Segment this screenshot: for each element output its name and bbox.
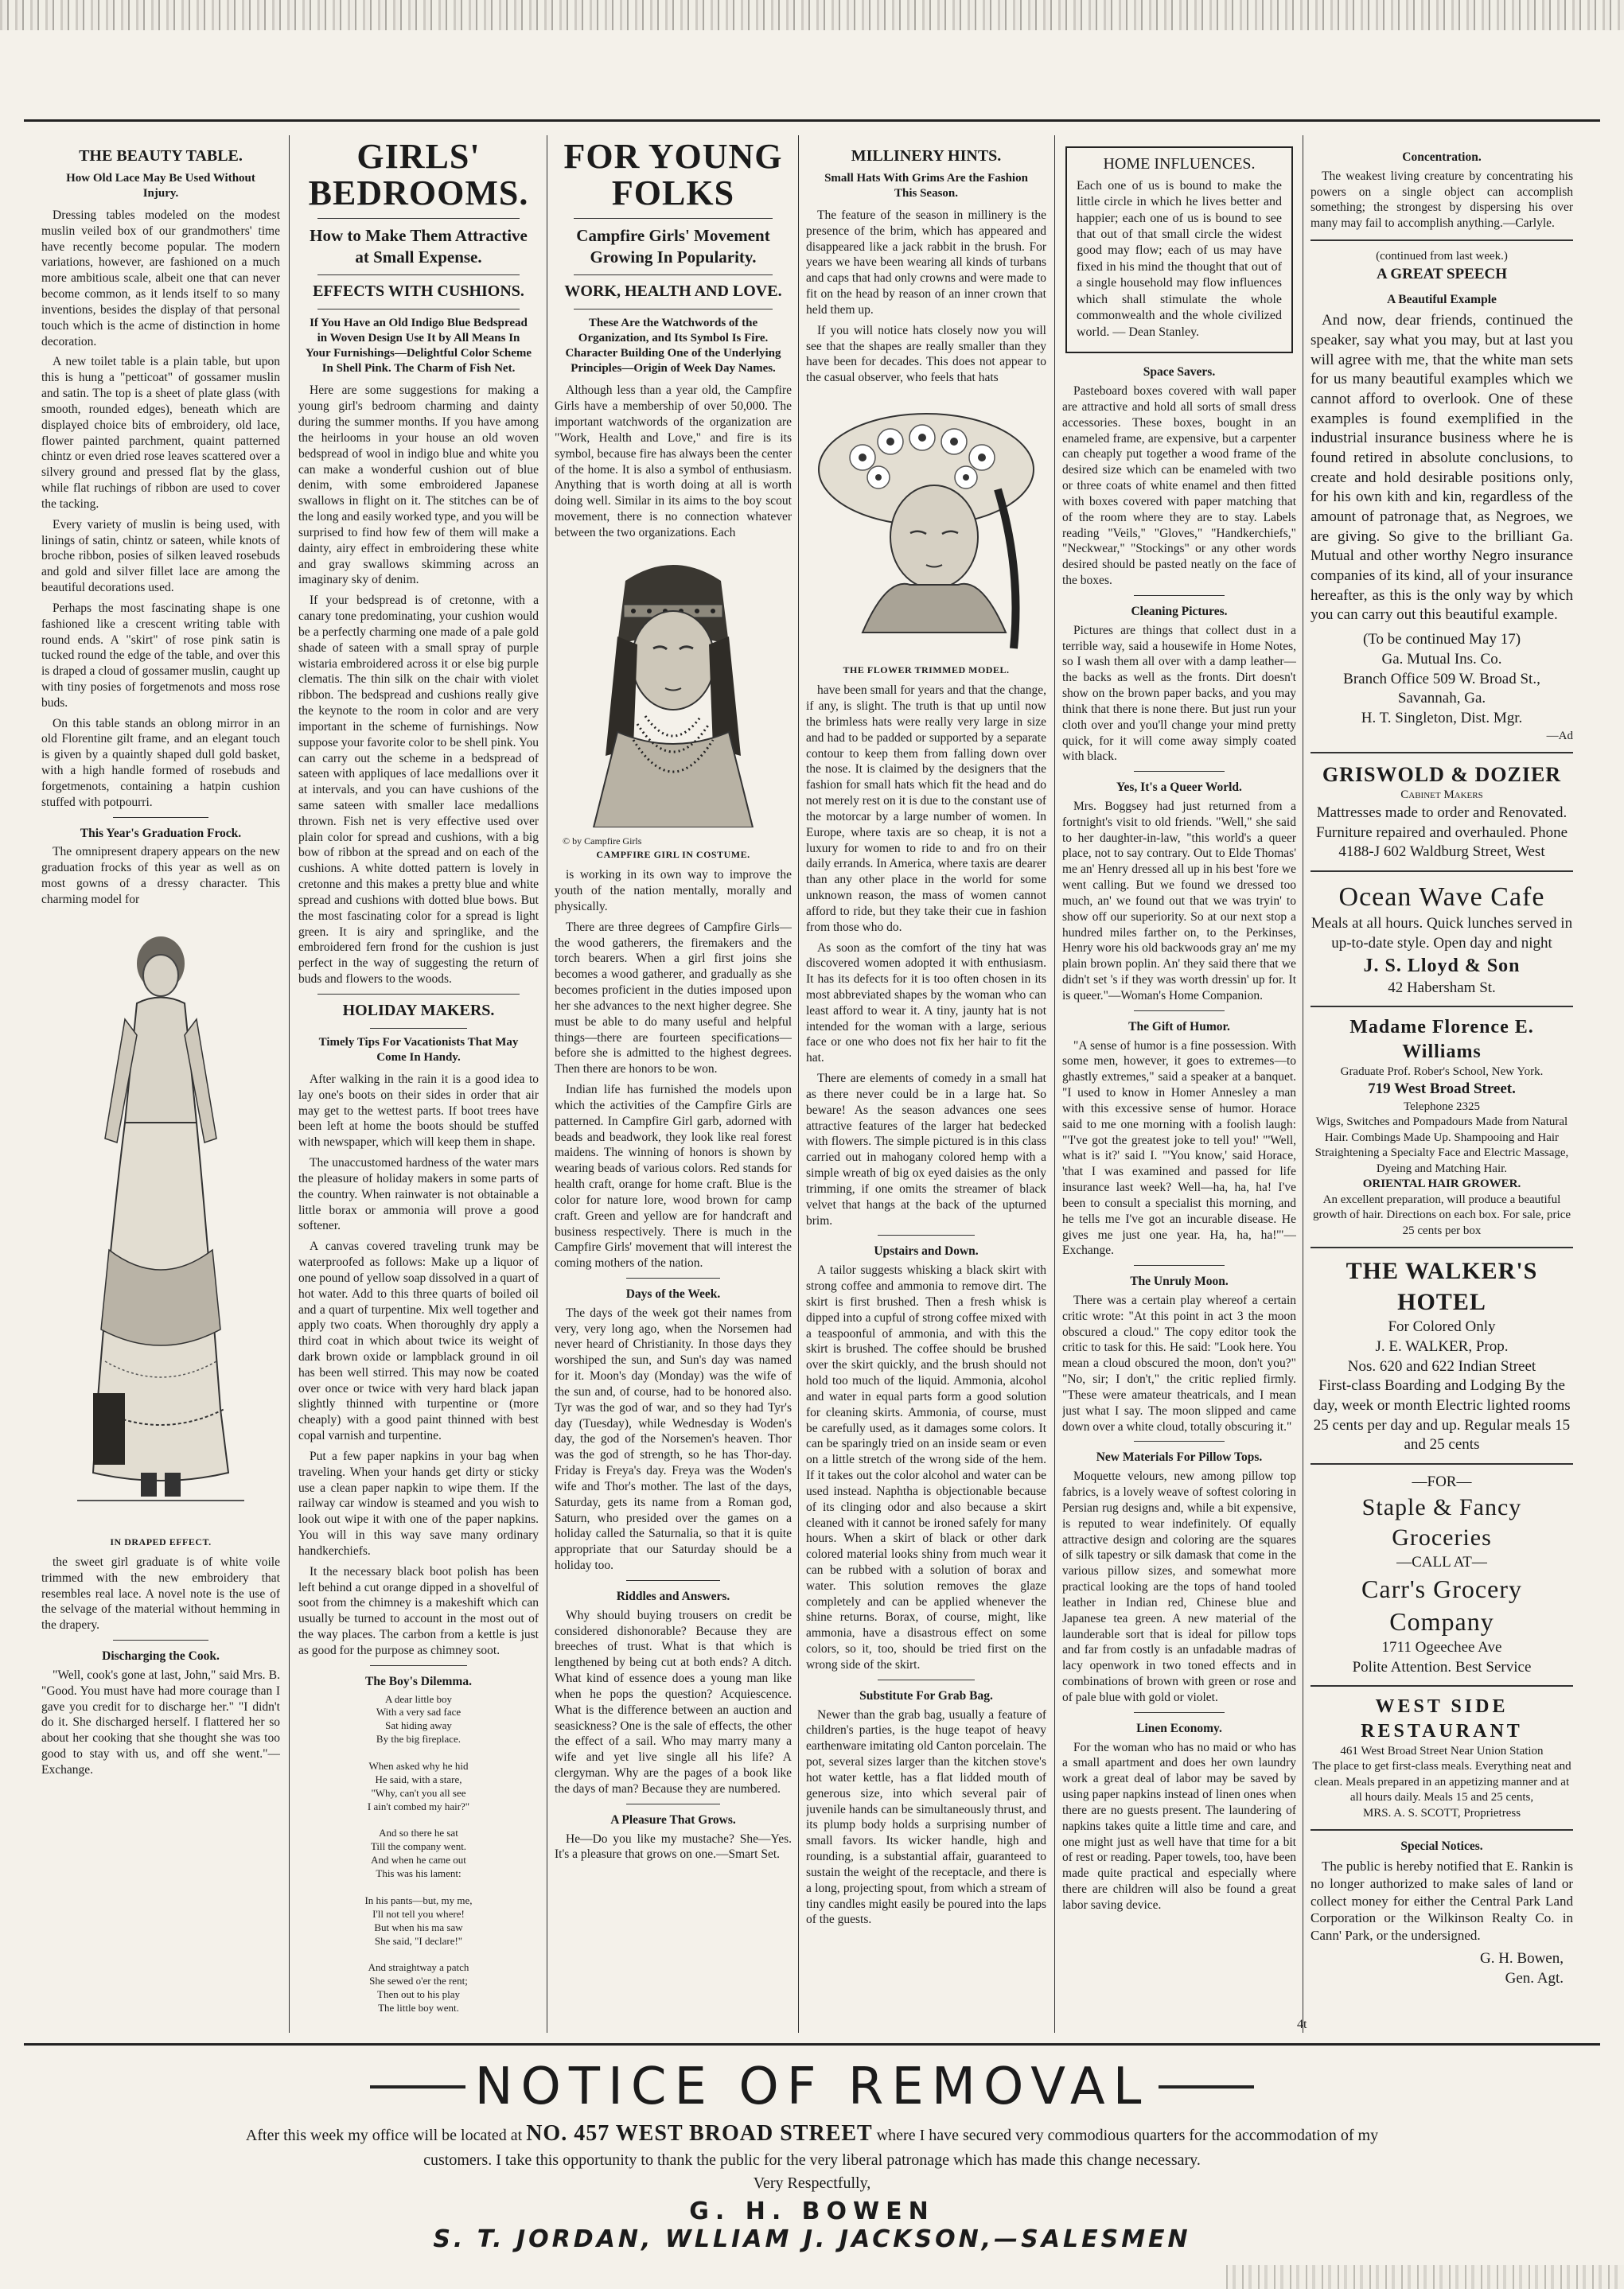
paragraph: And now, dear friends, continued the speaker, say what you may, but at last you will agree with me, that the white man sets for us many beautiful examples which we cannot afford to overlook. One of these examples is found exemplified in the industrial insurance business where he is found retired in absolute conclusions, to create and hold desirable positions only, for his own kith and kin, regardless of the amount of patronage that, as Negroes, we are giving. So give to the brilliant Ga. Mutual and other worthy Negro insurance companies of its kind, all of your insurance hereafter, as this is the only way by which you can carry out this beautiful example. xyxy=(1310,312,1573,624)
notice-text: After this week my office will be located at xyxy=(245,2127,523,2144)
article-deck: These Are the Watchwords of the Organization, and Its Symbol Is Fire. Character Building One of the Underlying Principles—Origin of Week Day Names. xyxy=(565,316,781,376)
column-beauty-table xyxy=(41,142,280,2043)
paragraph: Moquette velours, new among pillow top fabrics, is a lovely weave of softest coloring in Persian rug designs and, while a bit expensive, is reputed to wear indefinitely. Of equally attractive design and coloring are the squares of silk tapestry or silk damask that come in the various pillow sizes, and somewhat more practical looking are the tops of hand tooled leather in Indian red, Chinese blue and Japanese tea green. A new material of the launderable sort that is ideal for pillow tops and far from costly is an unfadable madras of lacy openwork in two toned effects and in combinations of brown with green or rose and of pale blue with gold or violet. xyxy=(1062,1470,1296,1704)
paragraph: A tailor suggests whisking a black skirt with strong coffee and ammonia to remove dirt. The skirt is first brushed. Then a fresh whisk is dipped into a cupful of strong coffee mixed with a teaspoonful of ammonia, and with this the skirt is brushed. The coffee should be brushed over the skirt quickly, and the brush should not hold too much of the liquid. Ammonia, alcohol and water in equal parts form a good solution for cleaning skirts. Ammonia, of course, must be carefully used, as it damages some colors. It can be sparingly tried on an inside seam or even on a little stretch of the wrong side of the hem. If it takes out the color alcohol and water can be used instead. Naphtha is objectionable because of its clinging odor and also because a skirt cleaned with it cannot be ironed safely for many hours. When a skirt of black or other dark colored material looks shiny from much wear it can be rubbed with a solution of borax and water. This solution removes the glaze completely and can be applied whenever the shine returns. Borax, of course, might, like ammonia, have a disastrous effect on some colors, so it, too, should be tried first on the wrong side of the skirt. xyxy=(806,1263,1046,1672)
paragraph: The feature of the season in millinery is the presence of the brim, which has appeared and disappeared like a jack rabbit in the brush. For years we have been wearing all kinds of turbans and caps that had only crowns and were made to fit on the head by reason of an inner crown that held them up. xyxy=(806,208,1046,317)
section-title: A Beautiful Example xyxy=(1387,293,1497,307)
section-heading: WORK, HEALTH AND LOVE. xyxy=(564,282,782,301)
notice-title: NOTICE OF REMOVAL xyxy=(474,2057,1150,2116)
column-millinery xyxy=(806,142,1046,2043)
article-deck: How to Make Them Attractive at Small Expense. xyxy=(310,226,528,267)
ad-rule xyxy=(1310,1685,1573,1687)
paragraph: is working in its own way to improve the youth of the nation mentally, morally and physically. xyxy=(555,868,792,913)
ad-name: Ocean Wave Cafe xyxy=(1338,882,1545,912)
company-name: Ga. Mutual Ins. Co. xyxy=(1381,650,1502,668)
paragraph: Newer than the grab bag, usually a feature of children's parties, is the huge teapot of heavy earthenware imitating old Canton porcelain. The pot, several sizes larger than the kitchen stove's hot water kettle, has a flat lidded mouth of generous size, into which several pair of juvenile hands can be simultaneously thrust, and its plump body holds a surprising number of small favors. Its wicker handle, high and rounding, is a substantial affair, guaranteed to sustain the weight of the receptacle, and there is a long, projecting spout, from which a stream of tiny candles might easily be poured into the laps of the guests. xyxy=(806,1707,1046,1927)
paragraph: Why should buying trousers on credit be considered dishonorable? Because they are breeches of trust. What is that which is lengthened by being cut at both ends? A ditch. What kind of essence does a young man like when he pops the question? Acquiescence. What is the difference between an auction and seasickness? One is the sale of effects, the other the effect of a sail. Who may marry many a wife and yet live single all his life? A clergyman. Why are the pages of a book like the days of man? Because they are numbered. xyxy=(555,1608,792,1796)
paragraph: The public is hereby notified that E. Rankin is no longer authorized to make sales of land or collect money for either the Central Park Land Corporation or the Wilkinson Realty Co. in Cann' Park, or the undersigned. xyxy=(1310,1859,1573,1944)
section-rule xyxy=(1134,1265,1225,1266)
ad-name: Madame Florence E. Williams xyxy=(1349,1017,1534,1062)
section-title: Substitute For Grab Bag. xyxy=(859,1688,993,1703)
paragraph: Every variety of muslin is being used, with linings of satin, chintz or sateen, while knots of broche ribbon, posies of silken leaved rosebuds and gold and silver fillet lace are among the beautiful decorations used. xyxy=(41,517,280,595)
section-title: Concentration. xyxy=(1402,150,1482,164)
ad-product: ORIENTAL HAIR GROWER. xyxy=(1362,1178,1521,1191)
campfire-girl-illustration xyxy=(555,549,792,832)
column-home-influences xyxy=(1062,142,1296,2043)
continuation-note: (continued from last week.) xyxy=(1376,250,1508,263)
notice-text: customers. I take this opportunity to thank the public for the very liberal patronage which has made this change necessary. xyxy=(423,2151,1201,2169)
image-caption: CAMPFIRE GIRL IN COSTUME. xyxy=(596,848,750,860)
ad-rule xyxy=(1310,752,1573,753)
ad-text: An excellent preparation, will produce a beautiful growth of hair. Directions on each box. For sale, price 25 cents per box xyxy=(1312,1193,1571,1237)
section-rule xyxy=(1134,1712,1225,1713)
section-rule xyxy=(878,1235,975,1236)
paragraph: The unaccustomed hardness of the water mars the pleasure of holiday makers in some parts of the country. When rainwater is not obtainable a little borax or ammonia will prove a good softener. xyxy=(298,1156,539,1233)
ad-school: Graduate Prof. Rober's School, New York. xyxy=(1340,1065,1544,1078)
carr-grocery-ad xyxy=(1310,1473,1573,1677)
paragraph: The weakest living creature by concentrating his powers on a single object can accomplish something; the strongest by dispersing his over many may fail to accomplish anything.—Carlyle. xyxy=(1310,169,1573,231)
section-title: Days of the Week. xyxy=(625,1287,721,1301)
title-dash xyxy=(370,2085,465,2089)
article-deck: Small Hats With Grims Are the Fashion This Season. xyxy=(824,171,1028,200)
paragraph: Indian life has furnished the models upon which the activities of the Campfire Girls are patterned. In Campfire Girl garb, adorned with beads and beadwork, they look like real forest maidens. The winning of honors is shown by wearing beads of various colors. Red stands for health craft, orange for home craft. Blue is the color for nature lore, wood brown for camp craft. Green and yellow are for handcraft and business respectively. There is much in the Campfire Girls' movement that will interest the coming mothers of the nation. xyxy=(555,1083,792,1271)
section-rule xyxy=(1134,1441,1225,1442)
manager-name: H. T. Singleton, Dist. Mgr. xyxy=(1361,709,1523,726)
paragraph: After walking in the rain it is a good idea to lay one's boots on their sides in order that air may get to the wettest parts. If boot trees have been left at home the boots should be stuffed with newspaper, which will keep them in shape. xyxy=(298,1072,539,1150)
ad-address: Nos. 620 and 622 Indian Street xyxy=(1347,1357,1536,1375)
section-rule xyxy=(370,1028,467,1029)
section-title: A Pleasure That Grows. xyxy=(610,1812,736,1827)
paragraph: Mrs. Boggsey had just returned from a fortnight's visit to old friends. "Well," she said to her daughter-in-law, "this world's a queer place, not to say contrary. Out to Elde Thomas' me an' Henry dressed all up in his best 'fore we went calling. But we found we dressed too much, an' we found out that we was tryin' to show off our superiority. So at our next stop a hundred miles farther on, to the Perkinses, Henry wore his old backwoods gray an' me my plain brown poplin. An' they said there that we didn't set 's if they was worth dressin' up for. It is queer."—Woman's Home Companion. xyxy=(1062,799,1296,1002)
ad-rule xyxy=(1310,1829,1573,1831)
section-title: New Materials For Pillow Tops. xyxy=(1096,1450,1263,1465)
article-title: MILLINERY HINTS. xyxy=(851,147,1002,165)
notice-text: where I have secured very commodious quarters for the accommodation of my xyxy=(876,2127,1379,2144)
section-title: Discharging the Cook. xyxy=(102,1649,220,1664)
ad-proprietor: J. E. WALKER, Prop. xyxy=(1375,1337,1509,1355)
page-number: 4t xyxy=(1297,2018,1307,2031)
paragraph: "Well, cook's gone at last, John," said Mrs. B. "Good. You must have had more courage than I gave you credit for to discharge her." "I didn't do it. She discharged herself. I flattered her so about her cooking that she thought she was too good to stay with us, and off she went."—Exchange. xyxy=(41,1668,280,1777)
section-title: Special Notices. xyxy=(1400,1839,1483,1854)
section-heading: HOLIDAY MAKERS. xyxy=(342,1001,495,1019)
griswold-ad xyxy=(1310,761,1573,862)
ad-address: 42 Habersham St. xyxy=(1388,979,1496,996)
ad-phone: Telephone 2325 xyxy=(1403,1100,1480,1113)
notice-title-row xyxy=(0,2057,1624,2116)
box-text: Each one of us is bound to make the little circle in which he lives better and happier; each one of us is bound to see that out of that small circle the widest good may flow; each of us may have fixed in his mind the thought that out of a single household may flow influences which shall stimulate the whole commonwealth and the whole civilized world. — Dean Stanley. xyxy=(1077,178,1282,339)
section-title: Space Savers. xyxy=(1143,365,1216,380)
ad-text: Meals at all hours. Quick lunches served in up-to-date style. Open day and night xyxy=(1310,915,1573,952)
article-deck: If You Have an Old Indigo Blue Bedspread in Woven Design Use It by All Means In Your Furnishings—Delightful Color Scheme In Shell Pink. The Charm of Fish Net. xyxy=(305,316,532,376)
paragraph: have been small for years and that the change, if any, is slight. The truth is that up until now the brimless hats were really very large in size and had to be padded or supported by a separate contour to keep them from falling down over the nose. It is claimed by the designers that the fashion for small hats which fit the head and do not merely rest on it is due to the constant use of the motorcar by a large number of women. In Europe, where taxis are so cheap, it is not a luxury for women to ride to and fro on their daily errands. In America, where taxis are dearer than any other place in the world for some unknown reason, the mass of women cannot afford to ride, but they take their cue in fashion from those who do. xyxy=(806,683,1046,934)
ad-rule xyxy=(1310,239,1573,241)
ad-text: Polite Attention. Best Service xyxy=(1352,1658,1532,1676)
box-title: HOME INFLUENCES. xyxy=(1103,155,1256,173)
paragraph: There was a certain play whereof a certain critic wrote: "At this point in act 3 the moon obscured a cloud." The copy editor took the critic to task for this. He said: "Look here. You mean a cloud obscured the moon, don't you?" "No, sir; I don't," the critic replied firmly. "These were amateur theatricals, and I mean just what I say. The moon slipped and came down over a white cloud, totally obscuring it." xyxy=(1062,1294,1296,1434)
paragraph: There are elements of comedy in a small hat as there never could be in a large hat. So beware! As the season advances one sees attractive features of the larger hat bedecked with flowers. The simple pictured is in this class carried out in mahogany colored hemp with a simple wreath of big ox eyed daisies as the only trimming, if one omits the streamer of black velvet that hangs at the back of the upturned brim. xyxy=(806,1072,1046,1228)
article-title: THE BEAUTY TABLE. xyxy=(79,147,243,165)
paragraph: Put a few paper napkins in your bag when traveling. When your hands get dirty or sticky use a clean paper napkin to wipe them. If the railway car window is steamed and you wish to look out wipe it with one of the paper napkins. You will in this way save many ordinary handkerchiefs. xyxy=(298,1449,539,1558)
branch-office: Branch Office 509 W. Broad St., Savannah, Ga. xyxy=(1343,670,1540,707)
ad-address: 461 West Broad Street Near Union Station xyxy=(1340,1744,1544,1758)
column-divider xyxy=(289,135,290,2033)
notice-signature: G. H. BOWEN xyxy=(689,2198,935,2225)
removal-notice xyxy=(0,2053,1624,2283)
ad-address: 1711 Ogeechee Ave xyxy=(1381,1639,1502,1656)
section-rule xyxy=(1134,771,1225,772)
section-rule xyxy=(574,274,773,275)
walker-hotel-ad xyxy=(1310,1256,1573,1455)
west-side-ad xyxy=(1310,1695,1573,1821)
section-rule xyxy=(626,1278,720,1279)
notice-address: NO. 457 WEST BROAD STREET xyxy=(526,2121,873,2146)
signer-name: G. H. Bowen, xyxy=(1479,1949,1564,1967)
section-title: Riddles and Answers. xyxy=(616,1589,730,1603)
ad-address: 719 West Broad Street. xyxy=(1368,1080,1516,1098)
speech-continued xyxy=(1310,249,1573,284)
paragraph: "A sense of humor is a fine possession. With some men, however, it goes to extremes—to ghastly extremes," said a speaker at a banquet. "I used to know in Homer Annesley a man with this excessive sense of humor. Horace said to me one morning with a foolish laugh: "'I've got the greatest joke to tell you!' "'Well, what is it?' said I. "'You know,' said Horace, 'that I was examined and passed for life insurance last week? Well—ha, ha, ha! I've been to consult a specialist this morning, and he tells me I've got an incurable disease. He gives me just one year. Ha, ha, ha!'"—Exchange. xyxy=(1062,1038,1296,1258)
article-deck: Campfire Girls' Movement Growing In Popularity. xyxy=(576,226,770,267)
section-rule xyxy=(113,1640,208,1641)
paragraph: Pasteboard boxes covered with wall paper are attractive and hold all sorts of small dress accessories. These boxes, bought in an enameled frame, are expensive, but a carpenter can cheaply put together a wood frame of the desired size which can be enameled with two or three coats of white enamel and then fitted with boxes covered with paper matching that of the room where they are to stay. Labels reading "Veils," "Gloves," "Handkerchiefs," "Neckwear," "Stockings" or any other words desired should be pasted neatly on the face of the boxes. xyxy=(1062,384,1296,588)
scan-edge-top xyxy=(0,0,1624,30)
section-rule xyxy=(317,274,520,275)
flower-hat-illustration xyxy=(806,394,1046,661)
section-rule xyxy=(370,1665,467,1666)
paragraph: It the necessary black boot polish has been left behind a cut orange dipped in a shovelful of soot from the chimney is a makeshift which can usually be turned to account in the most out of the way places. The carbon from a kettle is just as good for the purpose as chimney soot. xyxy=(298,1564,539,1657)
paragraph: Pictures are things that collect dust in a terrible way, said a housewife in Home Notes, so I wash them all over with a damp leather—the backs as well as the fronts. Dirt doesn't show on the brown paper backs, and you may think that there is none there. But just run your cloth over and you'll change your mind pretty quick, for it will come away simply coated with black. xyxy=(1062,623,1296,764)
paragraph: Perhaps the most fascinating shape is one fashioned like a crescent writing table with round ends. A "skirt" of rose pink satin is tucked round the edge of the table, and over this is draped a cloud of gossamer muslin, caught up with tiny posies of forgetmenots and moss rose buds. xyxy=(41,601,280,710)
section-title: The Gift of Humor. xyxy=(1128,1019,1230,1034)
notice-closing: Very Respectfully, xyxy=(753,2174,871,2192)
ad-rule xyxy=(1310,1463,1573,1465)
continuation-note: (To be continued May 17) xyxy=(1362,631,1521,648)
section-title: Upstairs and Down. xyxy=(874,1244,979,1259)
column-advertisements xyxy=(1310,142,1573,2043)
ocean-wave-ad xyxy=(1310,880,1573,998)
paragraph: Dressing tables modeled on the modest muslin veiled box of our grandmothers' time have recently become popular. The modern variations, however, are fashioned on a much more ambitious scale, albeit one that can never become common, as it lends itself to so many inventions, besides the display of that personal touch which is the acme of distinction in home decoration. xyxy=(41,208,280,348)
ad-name: WEST SIDE RESTAURANT xyxy=(1361,1696,1523,1742)
ad-text: —FOR— xyxy=(1412,1473,1472,1490)
ad-text: First-class Boarding and Lodging By the day, week or month Electric lighted rooms 25 cents per day and up. Regular meals 15 and 25 cents xyxy=(1313,1377,1571,1454)
ad-owner: J. S. Lloyd & Son xyxy=(1363,955,1521,976)
notice-salesmen: S. T. JORDAN, WLLIAM J. JACKSON,—SALESMEN xyxy=(433,2225,1191,2253)
paragraph: the sweet girl graduate is of white voile trimmed with the new embroidery that resembles real lace. A novel note is the use of the selvage of the material without hemming in the drapery. xyxy=(41,1555,280,1633)
section-title: This Year's Graduation Frock. xyxy=(80,826,242,840)
bottom-rule xyxy=(24,2043,1600,2046)
article-title: FOR YOUNG FOLKS xyxy=(563,137,783,213)
ad-text: The place to get first-class meals. Everything neat and clean. Meals prepared in an appetizing manner and at all hours daily. Meals 15 and 25 cents, xyxy=(1312,1760,1571,1804)
column-girls-bedrooms xyxy=(298,134,539,2035)
paragraph: A new toilet table is a plain table, but upon this is hung a "petticoat" of gossamer muslin and satin. The top is a sheet of plate glass (with smooth, rounded edges), beneath which are displayed choice bits of embroidery, old lace, flower painted parchment, quaint patterned chintz or even dried rose leaves scattered over a silvery ground and pressed flat by the glass, while flat ruchings of ribbon are used to cover the tacking. xyxy=(41,355,280,511)
section-rule xyxy=(317,218,520,219)
section-rule xyxy=(574,218,773,219)
top-rule xyxy=(24,119,1600,122)
section-rule xyxy=(113,817,208,818)
graduation-frock-illustration xyxy=(41,916,280,1533)
poem-text: A dear little boy With a very sad face Sat hiding away By the big fireplace. When asked why he hid He said, with a stare, "Why, can't you all see I ain't combed my hair?" And so there he sat Till the company went. And when he came out This was his lament: In his pants—but, my me, I'll not tell you where! But when his ma saw She said, "I declare!" And straightway a patch She sewed o'er the rent; Then out to his play The little boy went. xyxy=(364,1692,473,2015)
image-caption: IN DRAPED EFFECT. xyxy=(110,1536,212,1547)
signer-role: Gen. Agt. xyxy=(1505,1969,1564,1987)
ad-text: —CALL AT— xyxy=(1396,1554,1487,1571)
ad-line: Staple & Fancy Groceries xyxy=(1361,1493,1522,1551)
paragraph: If your bedspread is of cretonne, with a canary tone predominating, your cushion would be a perfectly charming one made of a pale gold shade of sateen with a small spray of purple wistaria embroidered across it or else big purple clematis. The thin silk on the chair with violet ribbon. The bedspread and cushions really give the keynote to the room in color and are very important in the scheme of furnishings. Now suppose your favorite color to be shell pink. You can carry out the scheme in a bedspread of sateen with appliques of lace medallions over it at intervals, and you can have cushions of the same sateen with smaller lace medallions thrown. Fish net is very effective used over plain color for spread and cushions, with a big bow of ribbon at the spread and on each of the cushions. A white dotted pattern is lovely in cretonne and this makes a pretty blue and white spread and cushions with dotted blue bows. But the most fascinating color for a spread is light green. It is airy and springlike, and the embroidered fern frond for the cushion is just perfect in the way of suggesting the return of buds and flowers to the woods. xyxy=(298,594,539,987)
insurance-ad xyxy=(1310,630,1573,744)
column-divider xyxy=(1054,135,1055,2033)
section-rule xyxy=(626,1580,720,1581)
paragraph: The days of the week got their names from very, very long ago, when the Norsemen had never heard of Christianity. In those days they worshiped the sun, and Sun's day was named for it. Moon's day (Monday) was the wife of the sun and, of course, had to be honored also. Tyr was the god of war, and so they had Tyr's day (Tuesday), while Wednesday is Woden's day, the god of the Norsemen's heaven. Thor was the god of strength, so he has Thor-day. Friday is Freya's day. Freya was the Woden's wife and Thor's mother. The last of the days, Saturday, gets its name from a Roman god, Saturn, who presided over the games on a holiday called the Saturnalia, so that it is quite appropriate that our Saturday should be a holiday too. xyxy=(555,1306,792,1573)
section-title: Yes, It's a Queer World. xyxy=(1116,781,1242,795)
column-divider xyxy=(798,135,799,2033)
section-rule xyxy=(1134,595,1225,596)
paragraph: He—Do you like my mustache? She—Yes. It's a pleasure that grows on one.—Smart Set. xyxy=(555,1832,792,1862)
ad-name: THE WALKER'S HOTEL xyxy=(1346,1258,1538,1315)
ad-subtitle: Cabinet Makers xyxy=(1400,788,1483,802)
notice-line xyxy=(0,2121,1624,2147)
scan-edge-bottom xyxy=(1226,2265,1624,2289)
image-credit: © by Campfire Girls xyxy=(563,835,642,847)
section-heading: EFFECTS WITH CUSHIONS. xyxy=(313,282,524,301)
ad-rule xyxy=(1310,1247,1573,1248)
section-rule xyxy=(1134,1010,1225,1011)
section-rule xyxy=(317,994,520,995)
ad-marker: —Ad xyxy=(1546,729,1573,742)
ad-name: Carr's Grocery Company xyxy=(1361,1575,1522,1637)
paragraph: Here are some suggestions for making a young girl's bedroom charming and dainty during the summer months. If you have among the heirlooms in your house an old woven bedspread of wool in indigo blue and white you can make a wonderful cushion out of blue denim, with some embroidered Japanese swallows in flight on it. The stitches can be of the long and easily worked type, and you will be surprised to find how few of them will make a dainty, airy effect in embroidering these white and gray swallows skimming across an imaginary sky of denim. xyxy=(298,383,539,587)
poem-title: The Boy's Dilemma. xyxy=(365,1674,472,1688)
ad-proprietor: MRS. A. S. SCOTT, Proprietress xyxy=(1362,1806,1521,1820)
paragraph: A canvas covered traveling trunk may be waterproofed as follows: Make up a liquor of one pound of yellow soap dissolved in a quart of hot water. Add to this three quarts of boiled oil and a quart of turpentine. Mix well together and apply two coats. When thoroughly dry apply a third coat in which about twice its weight of dark brown oxide or lampblack ground in oil has been well stirred. This may now be coated over once or twice with very hard black japan slightly thinned with turpentine or (more cheaply) with a good paint thinned with best copal varnish and turpentine. xyxy=(298,1240,539,1443)
paragraph: For the woman who has no maid or who has a small apartment and does her own laundry work a great deal of labor may be saved by using paper napkins instead of linen ones when there are no guests present. The laundering of napkins takes quite a little time and care, and one might just as well have that time for a bit of rest or reading. Paper towels, too, have been made quite practical and especially where there are children will also be found a great labor saving device. xyxy=(1062,1740,1296,1912)
paragraph: As soon as the comfort of the tiny hat was discovered women adopted it with enthusiasm. It has its defects for it is too often chosen in its most abbreviated shapes by the woman who can least afford to wear it. A tiny, jaunty hat is not intended for the woman with a large, serious face or one who does not fix her hair to fit the hat. xyxy=(806,940,1046,1065)
paragraph: On this table stands an oblong mirror in an old Florentine gilt frame, and an elegant touch is given by a quaintly shaped dull gold basket, with a high handle formed of rosebuds and forgetmenots, containing a hatpin cushion stuffed with potpourri. xyxy=(41,716,280,809)
speech-title: A GREAT SPEECH xyxy=(1376,265,1507,282)
paragraph: Although less than a year old, the Campfire Girls have a membership of over 50,000. The important watchwords of the organization are "Work, Health and Love," and fire is its symbol, because fire has always been the center of the home. It is also a symbol of enthusiasm. Anything that is worth doing at all is worth doing well. Similar in its aims to the boy scout movement, there is no connection whatever between the two organizations. Each xyxy=(555,383,792,539)
ad-name: GRISWOLD & DOZIER xyxy=(1322,763,1562,787)
section-title: The Unruly Moon. xyxy=(1130,1275,1229,1289)
paragraph: If you will notice hats closely now you will see that the shapes are really smaller than they have been for decades. This does not appear to the casual observer, who feels that hats xyxy=(806,323,1046,385)
ad-rule xyxy=(1310,870,1573,872)
section-title: Cleaning Pictures. xyxy=(1131,604,1228,618)
column-young-folks xyxy=(555,134,792,2035)
williams-ad xyxy=(1310,1015,1573,1239)
ad-subtitle: For Colored Only xyxy=(1388,1318,1496,1336)
article-deck: Timely Tips For Vacationists That May Come In Handy. xyxy=(318,1035,519,1064)
image-caption: THE FLOWER TRIMMED MODEL. xyxy=(843,664,1010,675)
article-subtitle: How Old Lace May Be Used Without Injury. xyxy=(66,171,255,200)
title-dash xyxy=(1159,2085,1254,2089)
section-title: Linen Economy. xyxy=(1136,1721,1222,1735)
ad-rule xyxy=(1310,1006,1573,1007)
ad-text: Mattresses made to order and Renovated. Furniture repaired and overhauled. Phone 4188-J 602 Waldburg Street, West xyxy=(1315,804,1568,861)
paragraph: The omnipresent drapery appears on the new graduation frocks of this year as well as on most gowns of a dressy character. This charming model for xyxy=(41,845,280,906)
article-title: GIRLS' BEDROOMS. xyxy=(308,137,529,213)
paragraph: There are three degrees of Campfire Girls—the wood gatherers, the firemakers and the torch bearers. When a girl first joins she becomes a wood gatherer, and gradually as she becomes proficient in the duties imposed upon her she advances to the next higher degree. She must be able to do many useful and helpful things—there are fourteen specifications—before she is admitted to the highest degrees. Then there are honors to be won. xyxy=(555,920,792,1076)
notice-signature xyxy=(1310,1949,1564,1988)
ad-text: Wigs, Switches and Pompadours Made from Natural Hair. Combings Made Up. Shampooing and Hair Straightening a Specialty Face and Electric Massage, Dyeing and Matching Hair. xyxy=(1314,1115,1569,1175)
home-influences-box xyxy=(1065,146,1293,353)
